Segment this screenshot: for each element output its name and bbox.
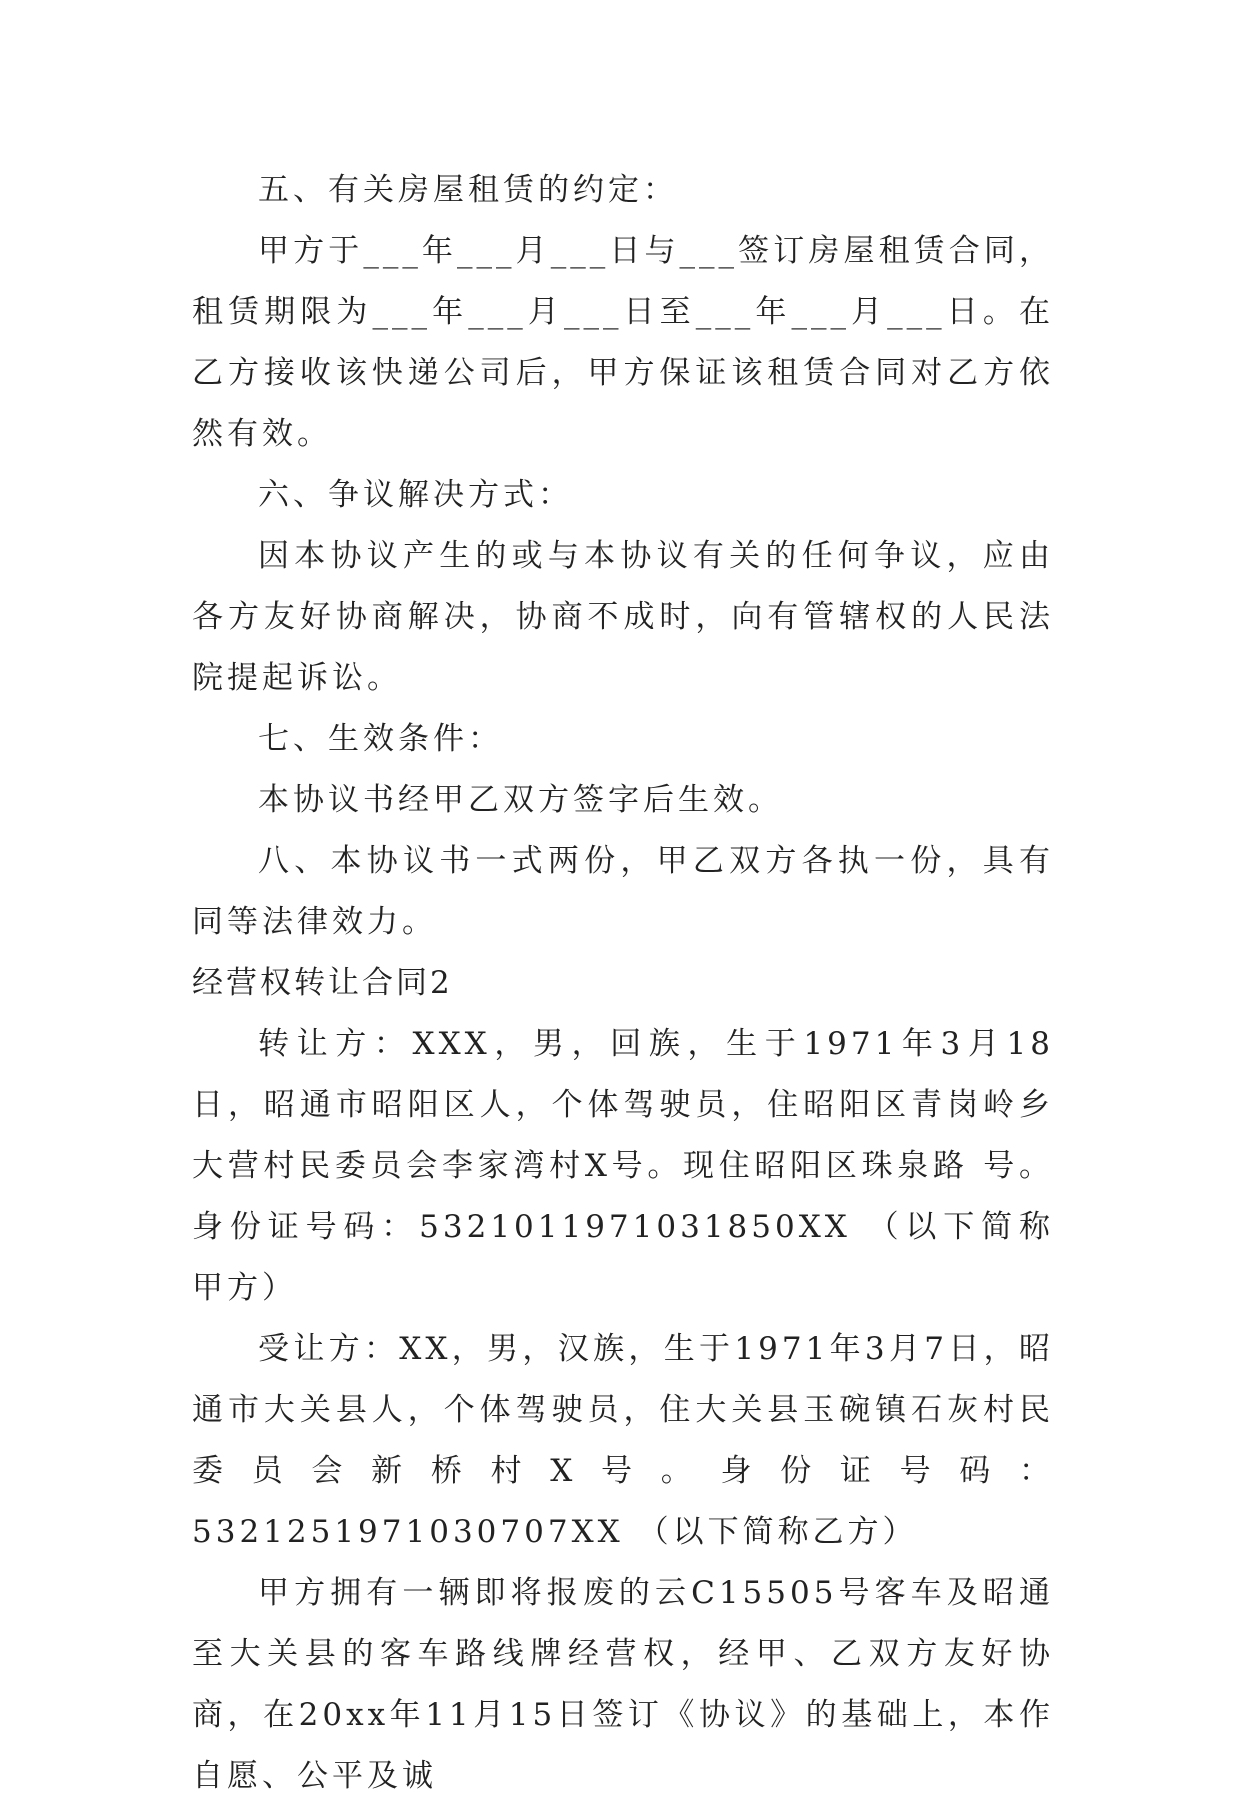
transferee-paragraph: 受让方：XX，男，汉族，生于1971年3月7日，昭通市大关县人，个体驾驶员，住大关县玉碗镇石灰村民委员会新桥村X号。身份证号码：5321251971030707XX （以下简称乙方） [192,1331,1054,1550]
dispute-resolution-paragraph: 因本协议产生的或与本协议有关的任何争议，应由各方友好协商解决，协商不成时，向有管辖权的人民法院提起诉讼。 [192,538,1054,696]
section-eight-paragraph: 八、本协议书一式两份，甲乙双方各执一份，具有同等法律效力。 [192,843,1054,940]
section-six-heading: 六、争议解决方式： [258,477,573,513]
background-paragraph: 甲方拥有一辆即将报废的云C15505号客车及昭通至大关县的客车路线牌经营权，经甲、乙双方友好协商，在20xx年11月15日签订《协议》的基础上，本作自愿、公平及诚 [192,1575,1054,1794]
section-seven-heading: 七、生效条件： [258,721,503,757]
contract-two-title: 经营权转让合同2 [192,965,453,1001]
transferor-paragraph: 转让方：XXX，男，回族，生于1971年3月18日，昭通市昭阳区人，个体驾驶员，住昭阳区青岗岭乡大营村民委员会李家湾村X号。现住昭阳区珠泉路 号。身份证号码：5321011971031850XX （以下简称甲方） [192,1026,1054,1306]
lease-terms-paragraph: 甲方于___年___月___日与___签订房屋租赁合同，租赁期限为___年___月___日至___年___月___日。在乙方接收该快递公司后，甲方保证该租赁合同对乙方依然有效。 [192,233,1054,452]
effective-condition-paragraph: 本协议书经甲乙双方签字后生效。 [258,782,783,818]
section-five-heading: 五、有关房屋租赁的约定： [258,172,678,208]
document-body [192,160,1054,1807]
